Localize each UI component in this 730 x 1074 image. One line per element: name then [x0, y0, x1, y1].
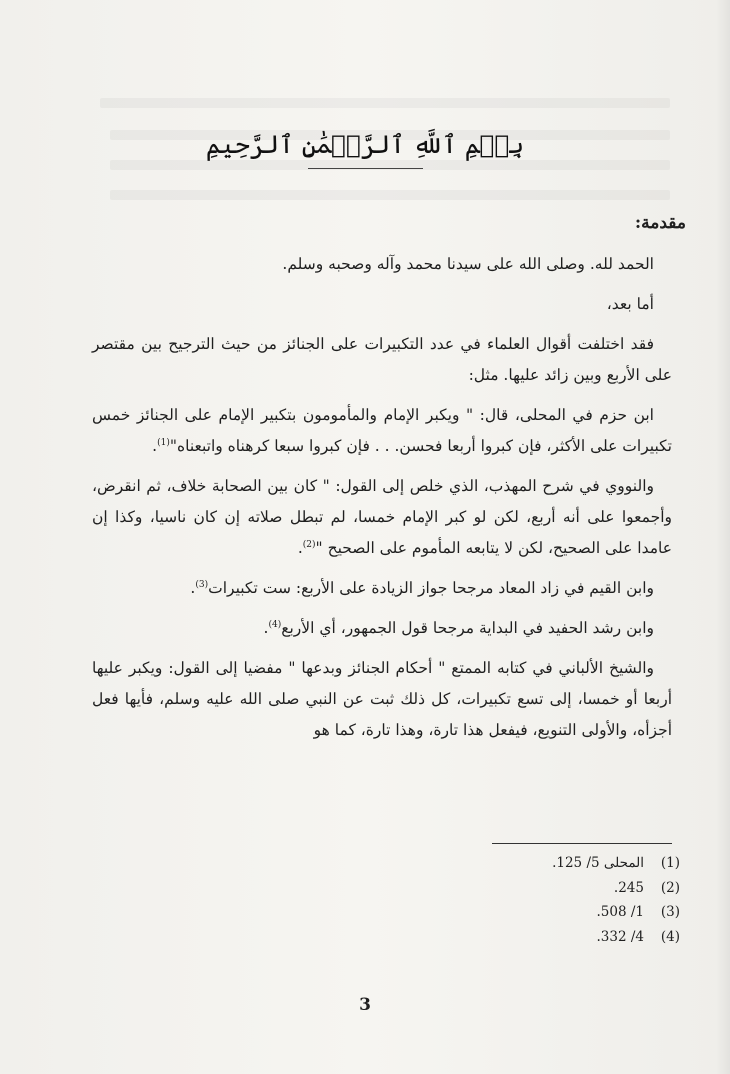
footnote-ref[interactable]: (2): [302, 539, 316, 550]
footnote-ref[interactable]: (4): [268, 619, 282, 630]
section-heading: مقدمة:: [634, 213, 686, 233]
footnote-text: المحلى 5/ 125.: [552, 855, 644, 871]
paragraph: [92, 471, 672, 564]
paragraph-text: .: [190, 579, 196, 597]
paragraph-text: والنووي في شرح المهذب، الذي خلص إلى القول: " كان بين الصحابة خلاف، ثم انقرض، وأجمعوا على أنه أربع، لكن لو كبر الإمام خمسا، لم تبطل صلاته إن كان ناسيا، وكذا إن عامدا على الصحيح، لكن لا يتابعه المأموم على الصحيح ": [92, 477, 672, 557]
paragraph: [92, 613, 672, 644]
paragraph: [92, 573, 672, 604]
footnote-separator: [492, 843, 672, 844]
footnote-number: (2): [660, 879, 680, 896]
footnote-item: [380, 851, 680, 876]
footnote-item: [380, 900, 680, 925]
footnote-text: 1/ 508.: [596, 904, 644, 920]
page-number: 3: [359, 995, 371, 1015]
paragraph-text: .: [152, 437, 158, 455]
paragraph: [92, 289, 672, 320]
paragraph: [92, 400, 672, 462]
footnote-text: 4/ 332.: [596, 928, 644, 945]
body-text: [92, 208, 686, 755]
bleed-through: [100, 98, 670, 108]
paragraph-text: .: [297, 539, 303, 557]
page-edge-shadow: [716, 0, 730, 1074]
footnote-text: 245.: [613, 879, 644, 896]
paragraph-text: وابن رشد الحفيد في البداية مرجحا قول الجمهور، أي الأربع: [281, 619, 654, 637]
footnote-number: (1): [660, 855, 680, 871]
footnote-number: (3): [660, 904, 680, 920]
paragraph: [92, 653, 672, 746]
paragraph-text: فقد اختلفت أقوال العلماء في عدد التكبيرات على الجنائز من حيث الترجيح بين مقتصر على الأربع وبين زائد عليها. مثل:: [92, 335, 672, 384]
paragraph-text: وابن القيم في زاد المعاد مرجحا جواز الزيادة على الأربع: ست تكبيرات: [208, 579, 654, 597]
footnote-ref[interactable]: (1): [157, 437, 170, 448]
footnote-ref[interactable]: (3): [195, 579, 209, 590]
basmala-underline: [308, 168, 423, 169]
basmala: بِسۡمِ ٱللَّهِ ٱلرَّحۡمَٰنِ ٱلرَّحِيمِ: [205, 130, 525, 159]
footnote-number: (4): [660, 928, 680, 945]
paragraph-text: أما بعد،: [606, 295, 654, 313]
paragraph-text: والشيخ الألباني في كتابه الممتع " أحكام الجنائز وبدعها " مفضيا إلى القول: ويكبر عليها أربعا أو خمسا، إلى تسع تكبيرات، كل ذلك ثبت عن النبي صلى الله عليه وسلم، فأيها فعل أجزأه، والأولى التنويع، فيفعل هذا تارة، وهذا تارة، كما هو: [92, 659, 672, 739]
paragraph-text: ابن حزم في المحلى، قال: " ويكبر الإمام والمأمومون بتكبير الإمام على الجنائز خمس تكبيرات على الأكثر، فإن كبروا أربعا فحسن. . . فإن كبروا سبعا كرهناه واتبعناه": [92, 406, 672, 455]
paragraph: [92, 249, 672, 280]
paragraph-text: .: [263, 619, 269, 637]
paragraph: [92, 329, 672, 391]
paragraph-text: الحمد لله. وصلى الله على سيدنا محمد وآله وصحبه وسلم.: [282, 255, 654, 273]
footnotes: [380, 851, 680, 949]
footnote-item: [380, 925, 680, 950]
bleed-through: [110, 190, 670, 200]
footnote-item: [380, 876, 680, 901]
